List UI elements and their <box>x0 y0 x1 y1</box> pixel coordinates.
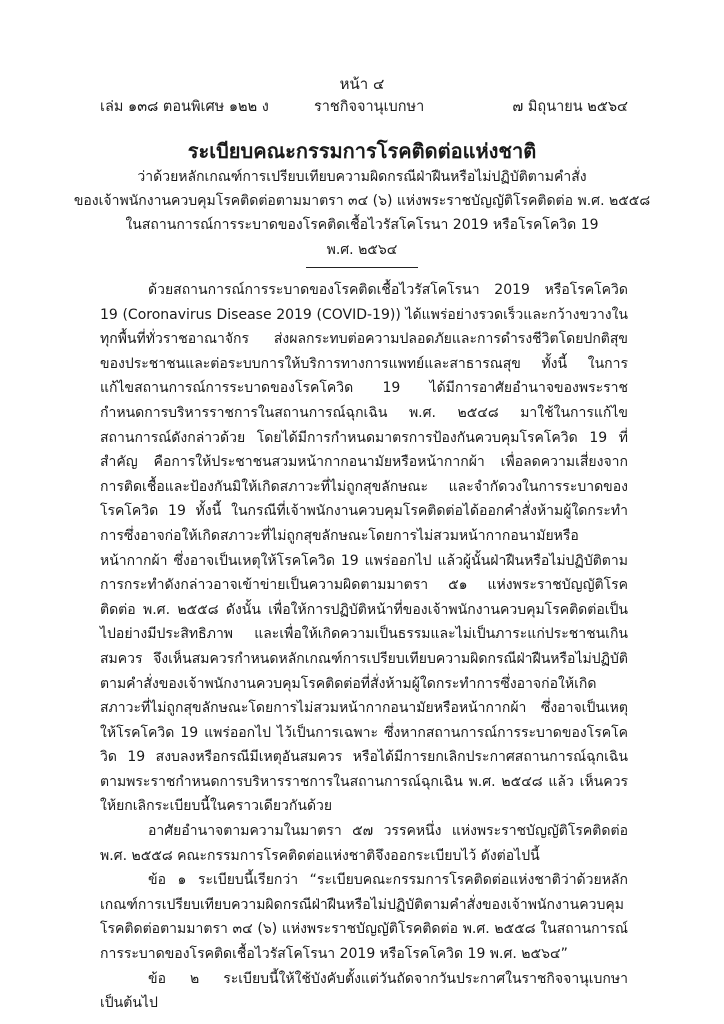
preamble-paragraph: ด้วยสถานการณ์การระบาดของโรคติดเชื้อไวรัสโคโรนา 2019 หรือโรคโควิด 19 (Coronavirus Disease 2019 (COVID-19)) ได้แพร่อย่างรวดเร็วและกว้างขวางในทุกพื้นที่ทั่วราชอาณาจักร ส่งผลกระทบต่อความปลอดภัยและการดำรงชีวิตโดยปกติสุขของประชาชนและต่อระบบการให้บริการทางการแพทย์และสาธารณสุข ทั้งนี้ ในการแก้ไขสถานการณ์การระบาดของโรคโควิด 19 ได้มีการอาศัยอำนาจของพระราชกำหนดการบริหารราชการในสถานการณ์ฉุกเฉิน พ.ศ. ๒๕๔๘ มาใช้ในการแก้ไขสถานการณ์ดังกล่าวด้วย โดยได้มีการกำหนดมาตรการป้องกันควบคุมโรคโควิด 19 ที่สำคัญ คือการให้ประชาชนสวมหน้ากากอนามัยหรือหน้ากากผ้า เพื่อลดความเสี่ยงจากการติดเชื้อและป้องกันมิให้เกิดสภาวะที่ไม่ถูกสุขลักษณะ และจำกัดวงในการระบาดของโรคโควิด 19 ทั้งนี้ ในกรณีที่เจ้าพนักงานควบคุมโรคติดต่อได้ออกคำสั่งห้ามผู้ใดกระทำการซึ่งอาจก่อให้เกิดสภาวะที่ไม่ถูกสุขลักษณะโดยการไม่สวมหน้ากากอนามัยหรือหน้ากากผ้า ซึ่งอาจเป็นเหตุให้โรคโควิด 19 แพร่ออกไป แล้วผู้นั้นฝ่าฝืนหรือไม่ปฏิบัติตาม การกระทำดังกล่าวอาจเข้าข่ายเป็นความผิดตามมาตรา ๕๑ แห่งพระราชบัญญัติโรคติดต่อ พ.ศ. ๒๕๕๘ ดังนั้น เพื่อให้การปฏิบัติหน้าที่ของเจ้าพนักงานควบคุมโรคติดต่อเป็นไปอย่างมีประสิทธิภาพ และเพื่อให้เกิดความเป็นธรรมและไม่เป็นภาระแก่ประชาชนเกินสมควร จึงเห็นสมควรกำหนดหลักเกณฑ์การเปรียบเทียบความผิดกรณีฝ่าฝืนหรือไม่ปฏิบัติตามคำสั่งของเจ้าพนักงานควบคุมโรคติดต่อที่สั่งห้ามผู้ใดกระทำการซึ่งอาจก่อให้เกิดสภาวะที่ไม่ถูกสุขลักษณะโดยการไม่สวมหน้ากากอนามัยหรือหน้ากากผ้า ซึ่งอาจเป็นเหตุให้โรคโควิด 19 แพร่ออกไป ไว้เป็นการเฉพาะ ซึ่งหากสถานการณ์การระบาดของโรคโควิด 19 สงบลงหรือกรณีมีเหตุอันสมควร หรือได้มีการยกเลิกประกาศสถานการณ์ฉุกเฉินตามพระราชกำหนดการบริหารราชการในสถานการณ์ฉุกเฉิน พ.ศ. ๒๕๔๘ แล้ว เห็นควรให้ยกเลิกระเบียบนี้ในคราวเดียวกันด้วย <box>100 282 628 815</box>
title-divider <box>306 267 418 268</box>
subtitle-line: ในสถานการณ์การระบาดของโรคติดเชื้อไวรัสโคโรนา 2019 หรือโรคโควิด 19 <box>125 217 599 233</box>
page-number: หน้า ๔ <box>339 75 385 93</box>
publication-name: ราชกิจจานุเบกษา <box>314 99 425 115</box>
subtitle-line: ว่าด้วยหลักเกณฑ์การเปรียบเทียบความผิดกรณีฝ่าฝืนหรือไม่ปฏิบัติตามคำสั่ง <box>137 169 587 185</box>
publication-date: ๗ มิถุนายน ๒๕๖๔ <box>512 99 628 115</box>
document-title: ระเบียบคณะกรรมการโรคติดต่อแห่งชาติ <box>187 139 537 163</box>
clause-1-paragraph: ข้อ ๑ ระเบียบนี้เรียกว่า “ระเบียบคณะกรรมการโรคติดต่อแห่งชาติว่าด้วยหลักเกณฑ์การเปรียบเทียบความผิดกรณีฝ่าฝืนหรือไม่ปฏิบัติตามคำสั่งของเจ้าพนักงานควบคุมโรคติดต่อตามมาตรา ๓๔ (๖) แห่งพระราชบัญญัติโรคติดต่อ พ.ศ. ๒๕๕๘ ในสถานการณ์การระบาดของโรคติดเชื้อไวรัสโคโรนา 2019 หรือโรคโควิด 19 พ.ศ. ๒๕๖๔” <box>100 872 628 963</box>
issue-info: เล่ม ๑๓๘ ตอนพิเศษ ๑๒๒ ง <box>100 99 269 115</box>
subtitle-line: ของเจ้าพนักงานควบคุมโรคติดต่อตามมาตรา ๓๔ (๖) แห่งพระราชบัญญัติโรคติดต่อ พ.ศ. ๒๕๕๘ <box>73 193 651 209</box>
subtitle-year: พ.ศ. ๒๕๖๔ <box>326 242 398 258</box>
clause-2-paragraph: ข้อ ๒ ระเบียบนี้ให้ใช้บังคับตั้งแต่วันถัดจากวันประกาศในราชกิจจานุเบกษาเป็นต้นไป <box>100 970 628 1012</box>
gazette-header <box>100 95 628 117</box>
document-body <box>100 278 628 1016</box>
authority-paragraph: อาศัยอำนาจตามความในมาตรา ๕๗ วรรคหนึ่ง แห่งพระราชบัญญัติโรคติดต่อ พ.ศ. ๒๕๕๘ คณะกรรมการโรคติดต่อแห่งชาติจึงออกระเบียบไว้ ดังต่อไปนี้ <box>100 823 628 864</box>
